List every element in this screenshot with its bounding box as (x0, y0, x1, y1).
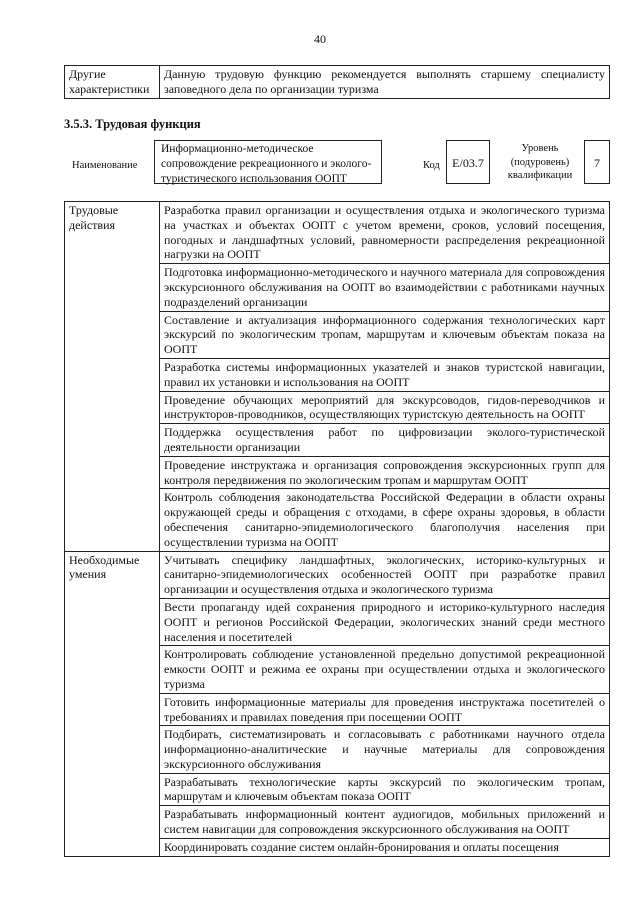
labor-actions-header: Трудовые действия (65, 202, 160, 552)
skill-item: Вести пропаганду идей сохранения природного и историко-культурного наследия ООПТ и регионов Российской Федерации, экологических знаний среди местного населения и посетителей (160, 598, 610, 645)
labor-actions-section (65, 202, 610, 552)
required-skills-header: Необходимые умения (65, 551, 160, 856)
labor-action-item: Проведение инструктажа и организация сопровождения экскурсионных групп для контроля передвижения по экологическим тропам и маршрутам ООПТ (160, 456, 610, 489)
other-characteristics-label: Другие характеристики (65, 66, 160, 99)
qualification-level-label: Уровень (подуровень) квалификации (507, 143, 573, 181)
skill-item: Подбирать, систематизировать и согласовывать с работниками научного отдела информационно-аналитические и научные материалы для сопровождения экскурсионного обслуживания (160, 726, 610, 773)
labor-action-item: Разработка правил организации и осуществления отдыха и экологического туризма на участках и объектах ООПТ с учетом времени, сроков, условий посещения, погодных и ландшафтных условий, равномерности распределения рекреационной нагрузки на ООПТ (160, 202, 610, 264)
section-heading: 3.5.3. Трудовая функция (64, 117, 201, 131)
skill-item: Разрабатывать технологические карты экскурсий по экологическим тропам, маршрутам и ключевым объектам показа ООПТ (160, 773, 610, 806)
function-name-value: Информационно-методическое сопровождение рекреационного и эколого-туристического использования ООПТ (154, 140, 382, 184)
other-characteristics-value (160, 66, 610, 99)
other-characteristics-table (64, 65, 610, 99)
other-characteristics-line1: Данную трудовую функцию рекомендуется выполнять старшему специалисту (164, 67, 605, 81)
labor-action-item: Контроль соблюдения законодательства Российской Федерации в области охраны окружающей среды и обращения с отходами, в сфере охраны здоровья, в области обеспечения санитарно-эпидемиологического благополучия населения при осуществлении туризма на ООПТ (160, 489, 610, 551)
labor-action-item: Разработка системы информационных указателей и знаков туристской навигации, правил их установки и использования на ООПТ (160, 358, 610, 391)
skill-item: Учитывать специфику ландшафтных, экологических, историко-культурных и санитарно-эпидемиологических особенностей ООПТ при разработке правил организации и осуществления отдыха и экологического туризма (160, 551, 610, 598)
function-name-label: Наименование (72, 160, 138, 171)
labor-action-item: Проведение обучающих мероприятий для экскурсоводов, гидов-переводчиков и инструкторов-проводников, осуществляющих туристскую деятельность на ООПТ (160, 391, 610, 424)
skill-item: Готовить информационные материалы для проведения инструктажа посетителей о требованиях и правилах поведения при посещении ООПТ (160, 693, 610, 726)
qualification-level-value: 7 (584, 140, 610, 184)
labor-action-item: Поддержка осуществления работ по цифровизации эколого-туристической деятельности организации (160, 424, 610, 457)
function-code-value: E/03.7 (446, 140, 490, 184)
required-skills-section (65, 551, 610, 856)
labor-action-item: Составление и актуализация информационного содержания технологических карт экскурсий по экологическим тропам, маршрутам и ключевым объектам показа на ООПТ (160, 311, 610, 358)
skill-item: Контролировать соблюдение установленной предельно допустимой рекреационной емкости ООПТ и режима ее охраны при осуществлении отдыха и экологического туризма (160, 646, 610, 693)
function-details-table (64, 201, 610, 857)
page-number: 40 (314, 32, 326, 46)
other-characteristics-line2: заповедного дела по организации туризма (164, 81, 379, 96)
skill-item: Разрабатывать информационный контент аудиогидов, мобильных приложений и систем навигации для сопровождения экскурсионного обслуживания на ООПТ (160, 806, 610, 839)
labor-action-item: Подготовка информационно-методического и научного материала для сопровождения экскурсионного обслуживания на ООПТ во взаимодействии с работниками научных подразделений организации (160, 264, 610, 311)
skill-item: Координировать создание систем онлайн-бронирования и оплаты посещения (160, 838, 610, 856)
function-code-label: Код (423, 160, 440, 171)
